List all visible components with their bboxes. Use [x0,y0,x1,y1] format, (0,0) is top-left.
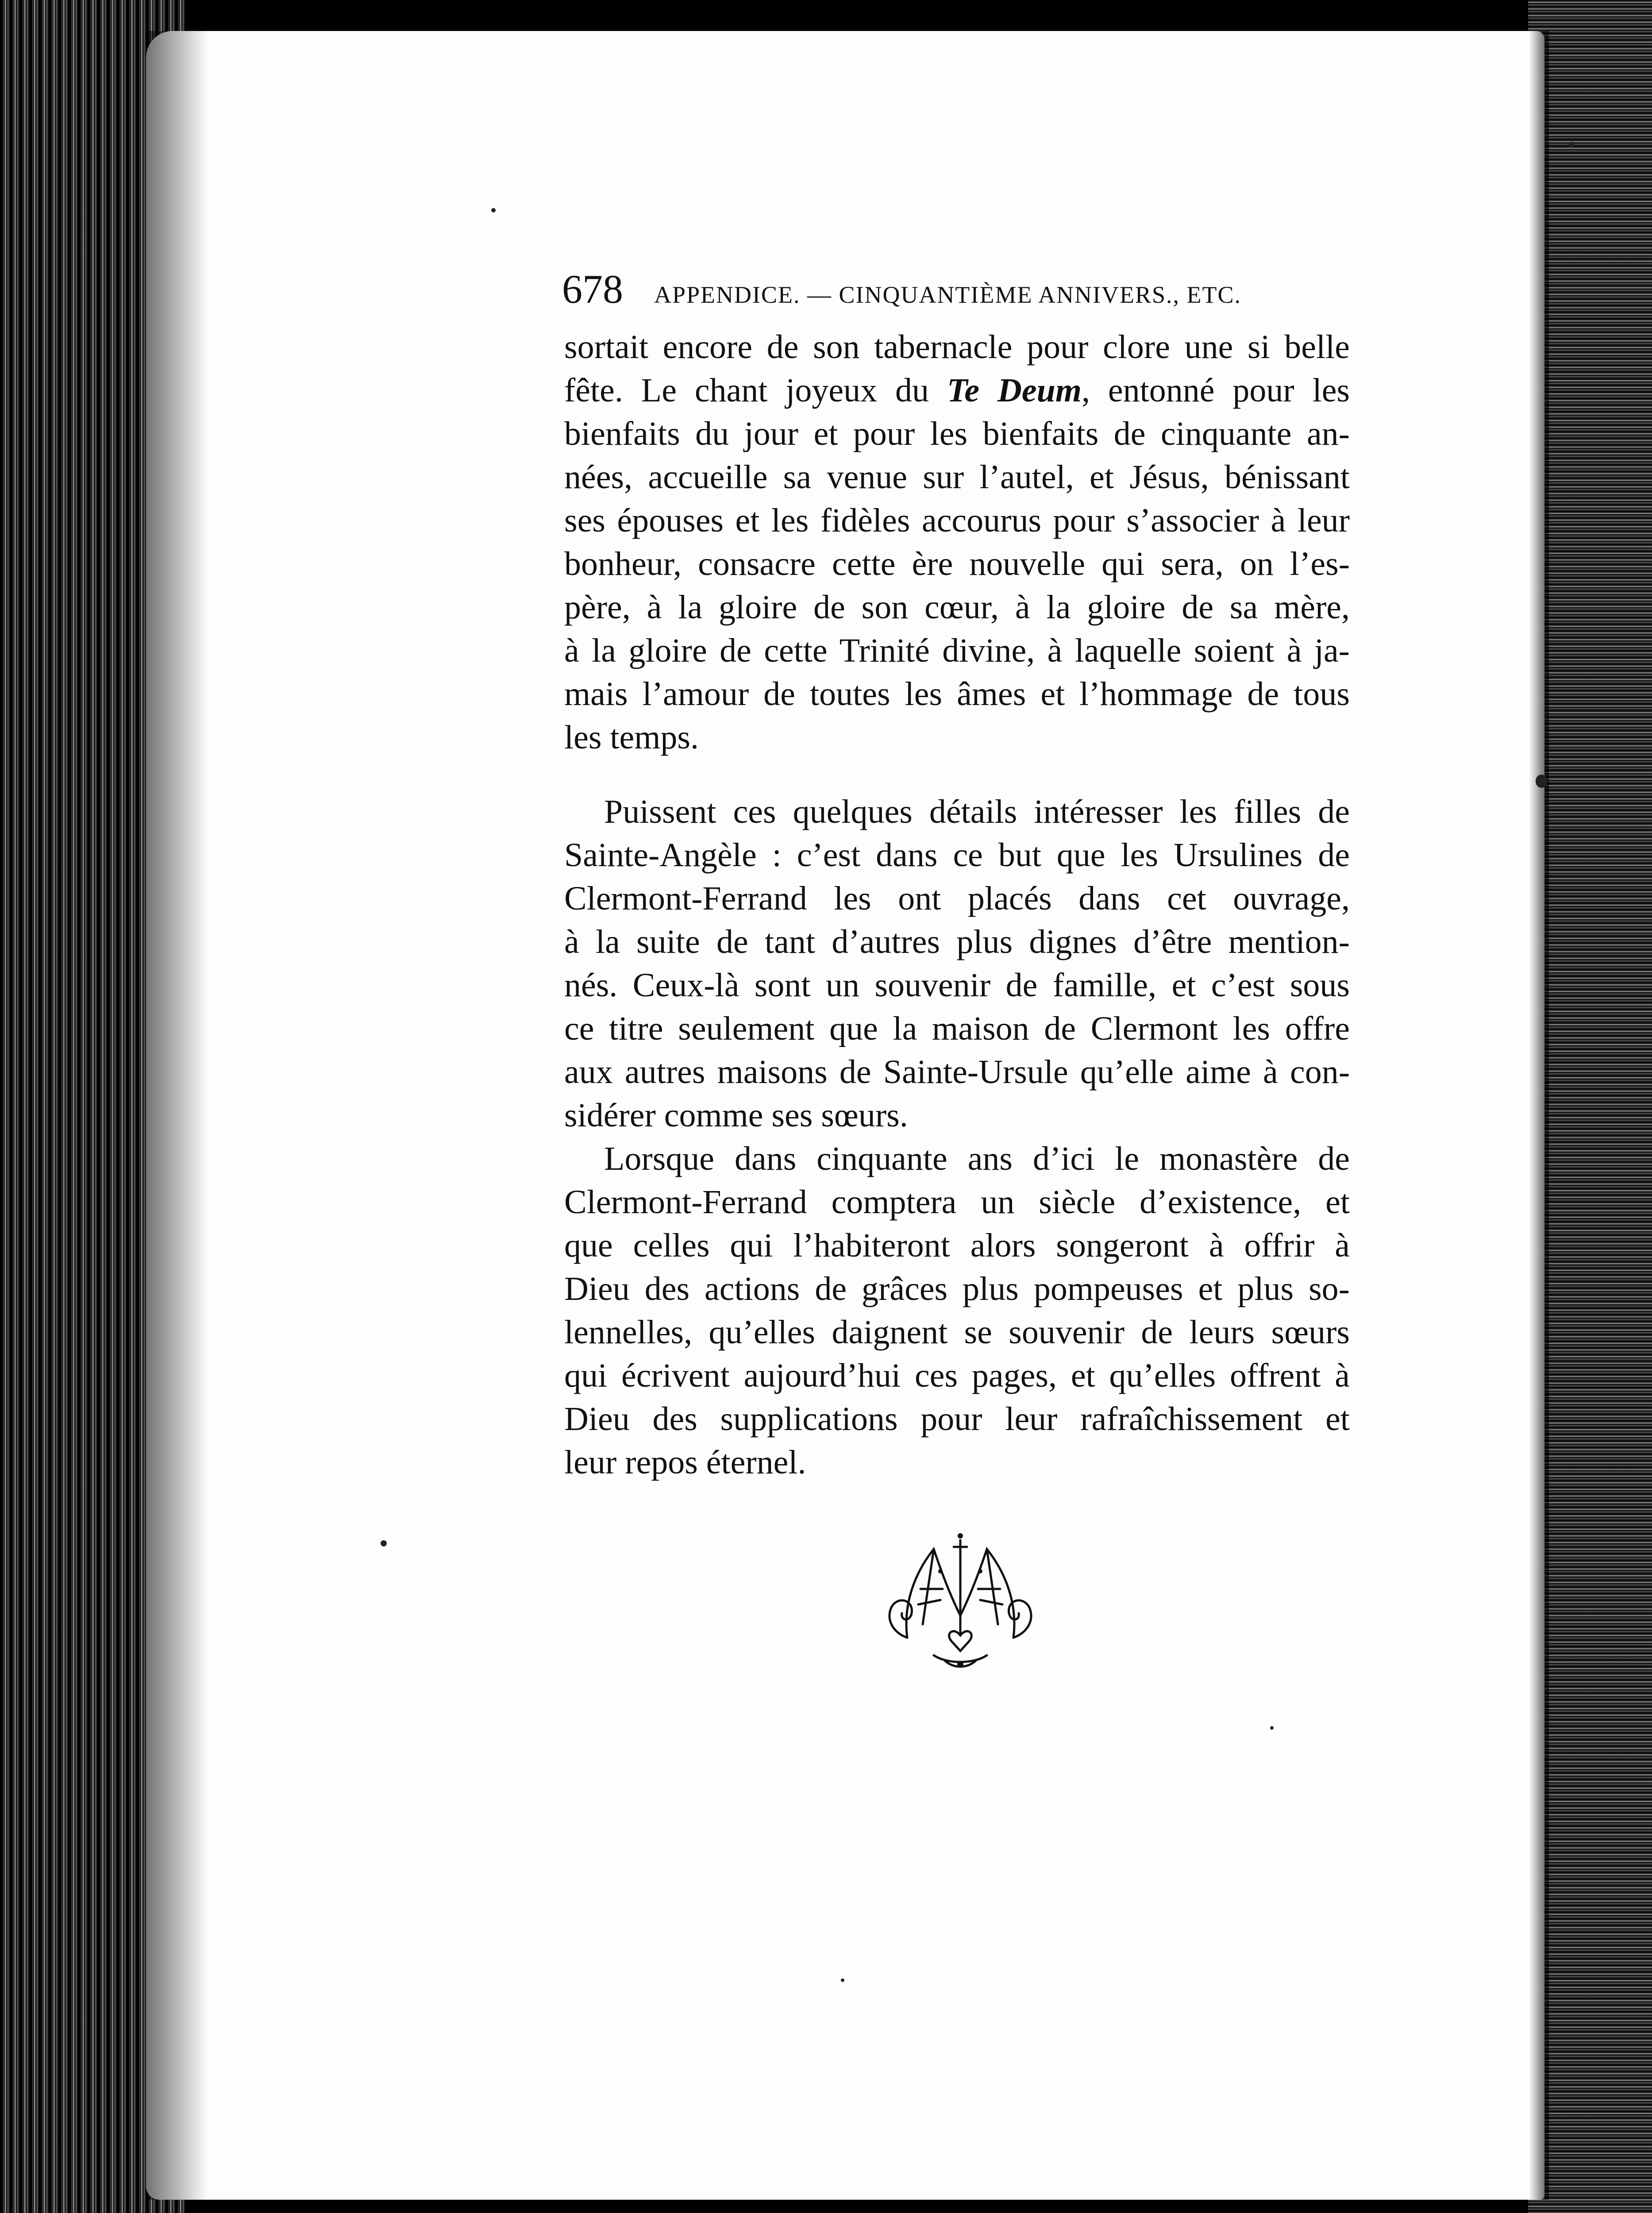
gutter-fade [146,31,208,2200]
text-line: sidérer comme ses sœurs. [564,1097,908,1134]
text-line: Lorsque dans cinquante ans d’ici le monastère de [604,1140,1350,1177]
text-line: à la gloire de cette Trinité divine, à laquelle soient à ja- [564,632,1350,669]
fleuron-monogram-icon [867,1523,1053,1673]
text-line: lennelles, qu’elles daignent se souvenir de leurs sœurs [564,1314,1350,1351]
text-line: bienfaits du jour et pour les bienfaits de cinquante an- [564,415,1350,452]
text-line: les temps. [564,719,699,756]
text-line: Sainte-Angèle : c’est dans ce but que les Ursulines de [564,837,1350,874]
running-head-title: APPENDICE. — CINQUANTIÈME ANNIVERS., ETC. [654,281,1241,308]
text-line: bonheur, consacre cette ère nouvelle qui sera, on l’es- [564,545,1350,582]
text-line: mais l’amour de toutes les âmes et l’hommage de tous [564,675,1350,713]
text-line [564,369,1350,412]
body-text [564,325,1350,1484]
text-line: sortait encore de son tabernacle pour clore une si belle [564,328,1350,366]
text-line: Clermont-Ferrand comptera un siècle d’existence, et [564,1184,1350,1221]
text-line: nées, accueille sa venue sur l’autel, et Jésus, bénissant [564,459,1350,496]
text-line: Clermont-Ferrand les ont placés dans cet ouvrage, [564,880,1350,917]
text-line: aux autres maisons de Sainte-Ursule qu’elle aime à con- [564,1053,1350,1091]
paragraph-gap [564,759,1350,790]
italic-phrase: Te Deum [947,372,1082,409]
speck [1270,1726,1274,1730]
text-line: Puissent ces quelques détails intéresser les filles de [604,793,1350,830]
text-line: nés. Ceux-là sont un souvenir de famille, et c’est sous [564,967,1350,1004]
speck [381,1540,387,1546]
text-line: Dieu des supplications pour leur rafraîchissement et [564,1400,1350,1438]
speck [1536,775,1547,788]
text-line: qui écrivent aujourd’hui ces pages, et qu’elles offrent à [564,1357,1350,1394]
text-line: père, à la gloire de son cœur, à la gloire de sa mère, [564,589,1350,626]
text-fragment: fête. Le chant joyeux du [564,372,947,409]
text-line: leur repos éternel. [564,1444,806,1481]
text-line: Dieu des actions de grâces plus pompeuses et plus so- [564,1270,1350,1307]
right-edge-fade [1529,31,1549,2200]
speck [491,208,496,212]
speck [841,1978,844,1982]
text-line: que celles qui l’habiteront alors songeront à offrir à [564,1227,1350,1264]
text-line: ce titre seulement que la maison de Clermont les offre [564,1010,1350,1047]
speck [1569,142,1574,147]
running-head [562,266,1359,319]
text-fragment: , entonné pour les [1082,372,1350,409]
page-number: 678 [562,266,623,312]
text-line: ses épouses et les fidèles accourus pour s’associer à leur [564,502,1350,539]
text-line: à la suite de tant d’autres plus dignes d’être mention- [564,923,1350,960]
